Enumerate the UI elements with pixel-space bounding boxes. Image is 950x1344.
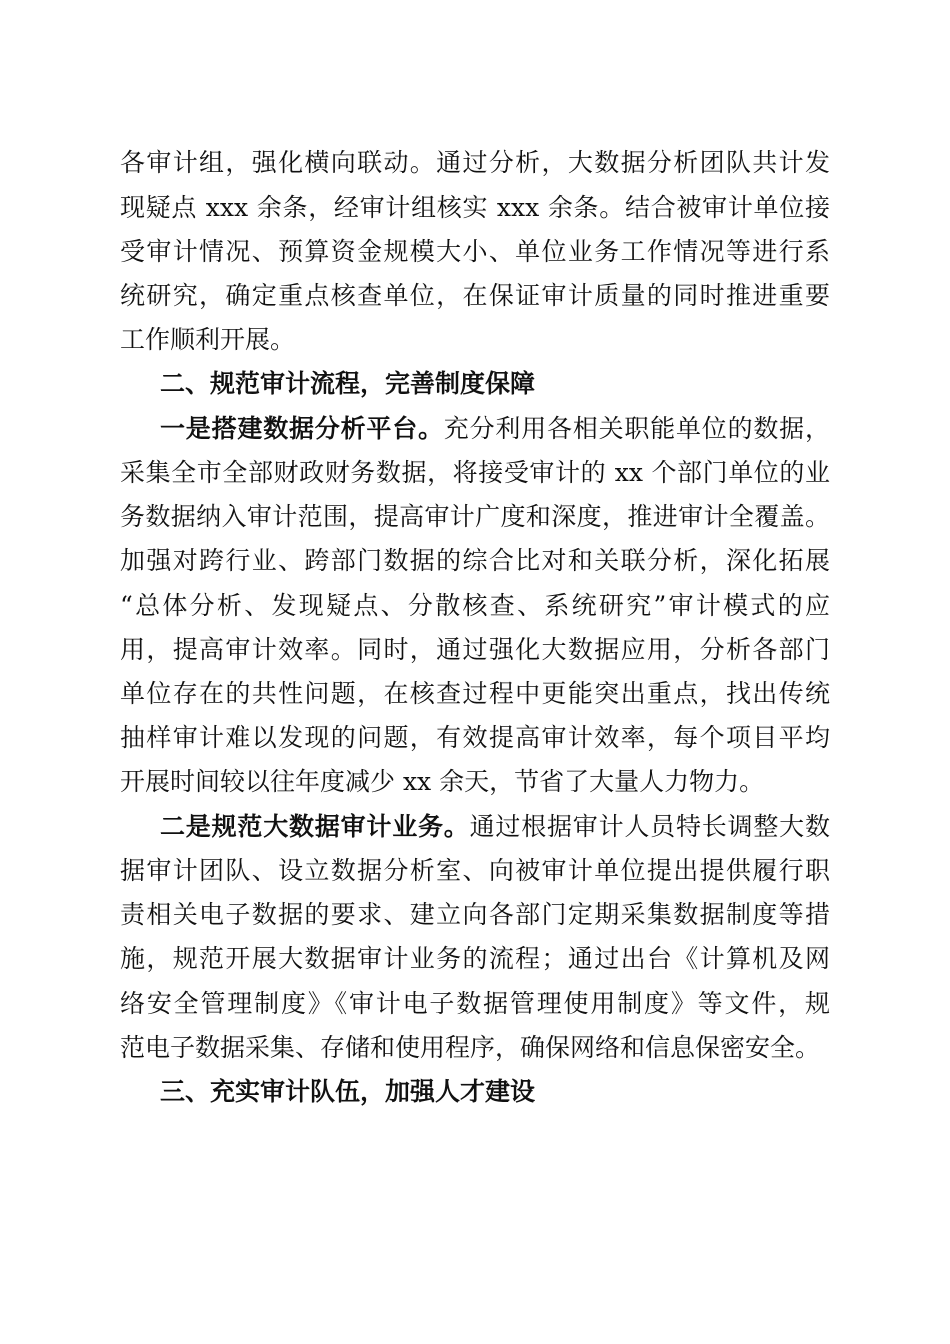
- paragraph-lead: 二是规范大数据审计业务。: [160, 812, 470, 841]
- paragraph-line: “总体分析、发现疑点、分散核查、系统研究”审计模式的应: [120, 591, 830, 620]
- paragraph-first-line: [160, 413, 830, 445]
- paragraph-line: 据审计团队、设立数据分析室、向被审计单位提出提供履行职: [120, 856, 830, 885]
- paragraph-line: 范电子数据采集、存储和使用程序，确保网络和信息保密安全。: [120, 1033, 821, 1062]
- paragraph-lead: 一是搭建数据分析平台。: [160, 414, 444, 443]
- paragraph-line: 统研究，确定重点核查单位，在保证审计质量的同时推进重要: [120, 281, 830, 310]
- paragraph-line: 采集全市全部财政财务数据，将接受审计的 xx 个部门单位的业: [120, 458, 830, 487]
- paragraph-text: 充分利用各相关职能单位的数据，: [443, 414, 830, 443]
- paragraph-line: 工作顺利开展。: [120, 325, 296, 354]
- paragraph-line: 现疑点 xxx 余条，经审计组核实 xxx 余条。结合被审计单位接: [120, 193, 830, 222]
- paragraph-line: 责相关电子数据的要求、建立向各部门定期采集数据制度等措: [120, 900, 830, 929]
- paragraph-line: 加强对跨行业、跨部门数据的综合比对和关联分析，深化拓展: [120, 546, 830, 575]
- paragraph-line: 务数据纳入审计范围，提高审计广度和深度，推进审计全覆盖。: [120, 502, 830, 531]
- paragraph-line: 开展时间较以往年度减少 xx 余天，节省了大量人力物力。: [120, 767, 765, 796]
- paragraph-line: 各审计组，强化横向联动。通过分析，大数据分析团队共计发: [120, 148, 830, 177]
- paragraph-text: 通过根据审计人员特长调整大数: [469, 812, 830, 841]
- paragraph-line: 抽样审计难以发现的问题，有效提高审计效率，每个项目平均: [120, 723, 830, 752]
- paragraph-line: 受审计情况、预算资金规模大小、单位业务工作情况等进行系: [120, 237, 830, 266]
- paragraph-line: 单位存在的共性问题，在核查过程中更能突出重点，找出传统: [120, 679, 830, 708]
- paragraph-first-line: [160, 811, 830, 843]
- section-heading-3: 三、充实审计队伍，加强人才建设: [160, 1077, 536, 1106]
- paragraph-line: 用，提高审计效率。同时，通过强化大数据应用，分析各部门: [120, 635, 830, 664]
- paragraph-line: 络安全管理制度》《审计电子数据管理使用制度》等文件，规: [120, 989, 830, 1018]
- paragraph-line: 施，规范开展大数据审计业务的流程；通过出台《计算机及网: [120, 944, 830, 973]
- section-heading-2: 二、规范审计流程，完善制度保障: [160, 369, 536, 398]
